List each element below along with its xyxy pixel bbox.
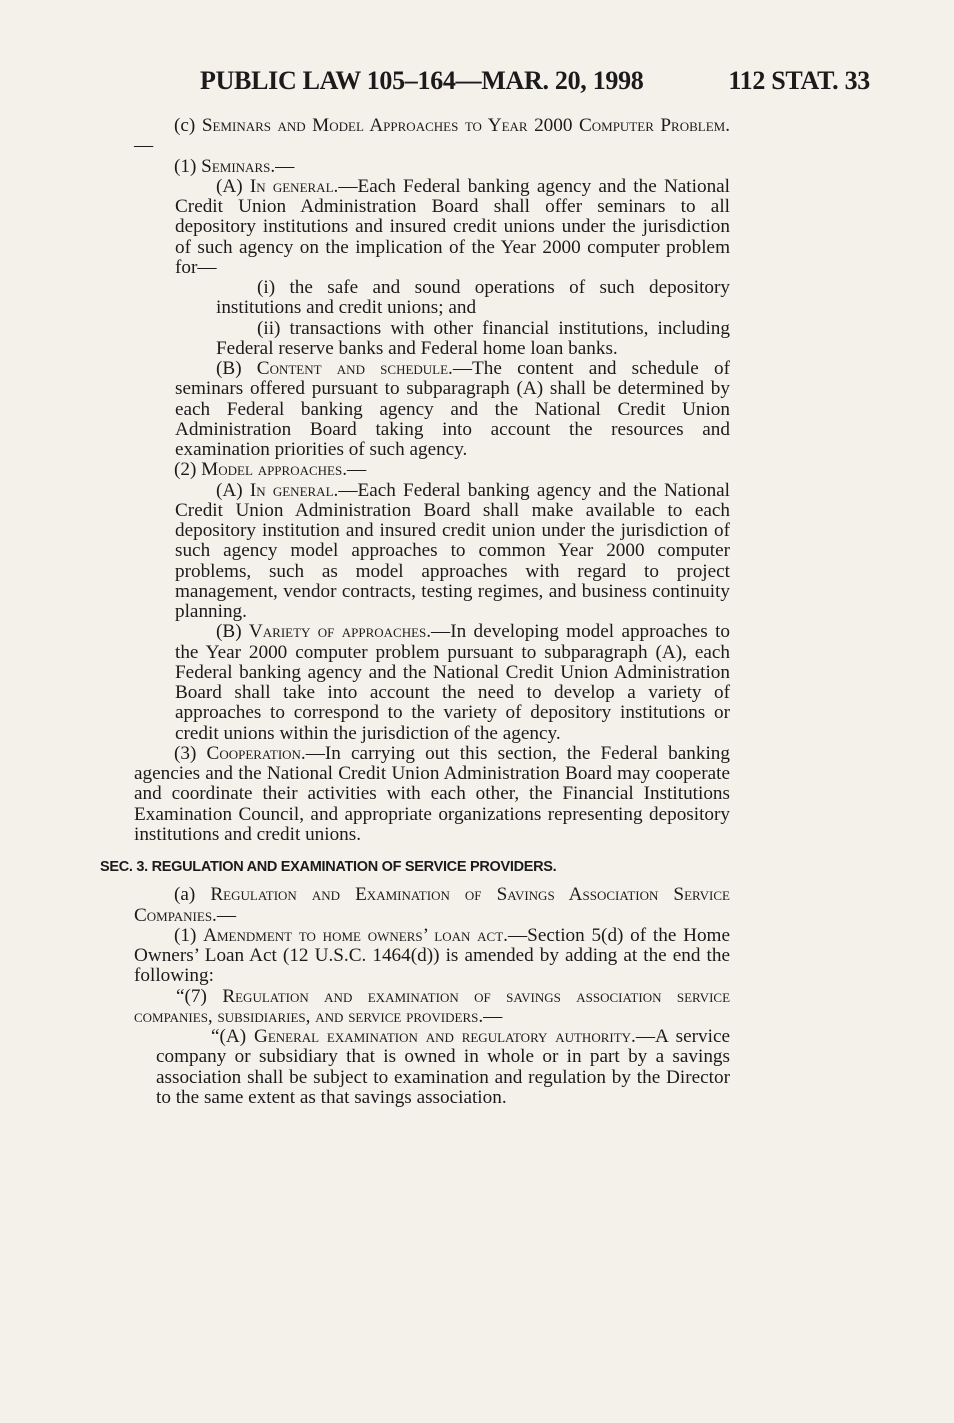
subparagraph-2a-text: —Each Federal banking agency and the National Credit Union Administration Board shall make available to each depository institution and insured credit union under the jurisdiction of such agency model approaches to common Year 2000 computer problems, such as model approaches with regard to project management, vendor contracts, testing regimes, and business continuity planning. <box>175 479 731 622</box>
section-3-subsection-a: (a) Regulation and Examination of Savings Association Service Companies.— <box>134 884 730 926</box>
paragraph-3-text: —In carrying out this section, the Federal banking agencies and the National Credit Union Administration Board may cooperate and coordinate their activities with each other, the Financial Institutions Examination Council, and appropriate organizations representing depository institutions and credit unions. <box>134 742 730 845</box>
clause-1a-ii: (ii) transactions with other financial institutions, including Federal reserve banks and Federal home loan banks. <box>216 317 730 359</box>
section-3a-heading: Regulation and Examination of Savings Association Service Companies.— <box>134 884 730 926</box>
quoted-subparagraph-7a-heading: General examination and regulatory authority. <box>253 1026 636 1047</box>
subsection-c: (c) Seminars and Model Approaches to Year 2000 Computer Problem.— <box>134 115 731 157</box>
paragraph-1-seminars: (1) Seminars.— <box>174 155 295 177</box>
quoted-paragraph-7: “(7) Regulation and examination of savings association service companies, subsidiaries, and service providers.— <box>134 985 731 1027</box>
subsection-c-heading: Seminars and Model Approaches to Year 2000 Computer Problem.— <box>134 115 731 157</box>
subparagraph-1b: (B) Content and schedule.—The content and schedule of seminars offered pursuant to subparagraph (A) shall be determined by each Federal banking agency and the National Credit Union Administration Board taking into account the resources and examination priorities of such agency. <box>175 358 731 460</box>
section-3a-paragraph-1: (1) Amendment to home owners’ loan act.—Section 5(d) of the Home Owners’ Loan Act (12 U.S.C. 1464(d)) is amended by adding at the end the following: <box>134 924 730 987</box>
paragraph-3-heading: Cooperation. <box>206 742 306 764</box>
running-header <box>200 66 870 106</box>
section-3a1-text: —Section 5(d) of the Home Owners’ Loan Act (12 U.S.C. 1464(d)) is amended by adding at the end the following: <box>134 924 730 987</box>
subparagraph-2b-heading: Variety of approaches. <box>248 621 432 643</box>
subparagraph-1a-text: —Each Federal banking agency and the National Credit Union Administration Board shall offer seminars to all depository institutions and insured credit unions under the jurisdiction of such agency on the implication of the Year 2000 computer problem for— <box>175 175 731 278</box>
public-law-citation: PUBLIC LAW 105–164—MAR. 20, 1998 <box>200 66 644 95</box>
subparagraph-1b-heading: Content and schedule. <box>256 358 453 379</box>
subparagraph-1a-heading: In general. <box>249 175 339 197</box>
subparagraph-1b-text: —The content and schedule of seminars offered pursuant to subparagraph (A) shall be determined by each Federal banking agency and the National Credit Union Administration Board taking into account the resources and examination priorities of such agency. <box>175 358 731 460</box>
stat-page-number: 112 STAT. 33 <box>728 66 870 95</box>
subparagraph-1a: (A) In general.—Each Federal banking agency and the National Credit Union Administration Board shall offer seminars to all depository institutions and insured credit unions under the jurisdiction of such agency on the implication of the Year 2000 computer problem for— <box>175 175 731 278</box>
subparagraph-2b: (B) Variety of approaches.—In developing model approaches to the Year 2000 computer problem pursuant to subparagraph (A), each Federal banking agency and the National Credit Union Administration Board shall take into account the need to develop a variety of approaches to correspond to the variety of depository institutions or credit unions within the jurisdiction of the agency. <box>175 621 730 744</box>
subparagraph-2a-heading: In general. <box>249 479 339 501</box>
quoted-subparagraph-7a: “(A) General examination and regulatory authority.—A service company or subsidiary that is owned in whole or in part by a savings association shall be subject to examination and regulation by the Director to the same extent as that savings association. <box>156 1026 730 1108</box>
subparagraph-2b-text: —In developing model approaches to the Year 2000 computer problem pursuant to subparagraph (A), each Federal banking agency and the National Credit Union Administration Board shall take into account the need to develop a variety of approaches to correspond to the variety of depository institutions or credit unions within the jurisdiction of the agency. <box>175 621 730 744</box>
paragraph-3-cooperation: (3) Cooperation.—In carrying out this section, the Federal banking agencies and the National Credit Union Administration Board may cooperate and coordinate their activities with each other, the Financial Institutions Examination Council, and appropriate organizations representing depository institutions and credit unions. <box>134 742 730 845</box>
quoted-paragraph-7-heading: Regulation and examination of savings association service companies, subsidiaries, and service providers.— <box>134 985 731 1027</box>
paragraph-2-model-approaches: (2) Model approaches.— <box>174 459 367 481</box>
clause-1a-i: (i) the safe and sound operations of such depository institutions and credit unions; and <box>216 277 730 319</box>
paragraph-2-heading: Model approaches.— <box>201 459 367 481</box>
statute-text <box>100 115 731 1108</box>
section-3a1-heading: Amendment to home owners’ loan act. <box>203 924 508 946</box>
subparagraph-2a: (A) In general.—Each Federal banking agency and the National Credit Union Administration Board shall make available to each depository institution and insured credit union under the jurisdiction of such agency model approaches to common Year 2000 computer problems, such as model approaches with regard to project management, vendor contracts, testing regimes, and business continuity planning. <box>175 479 731 622</box>
quoted-subparagraph-7a-text: —A service company or subsidiary that is owned in whole or in part by a savings association shall be subject to examination and regulation by the Director to the same extent as that savings association. <box>156 1026 730 1108</box>
paragraph-1-heading: Seminars.— <box>201 155 295 177</box>
section-3-heading: SEC. 3. REGULATION AND EXAMINATION OF SERVICE PROVIDERS. <box>100 859 557 875</box>
